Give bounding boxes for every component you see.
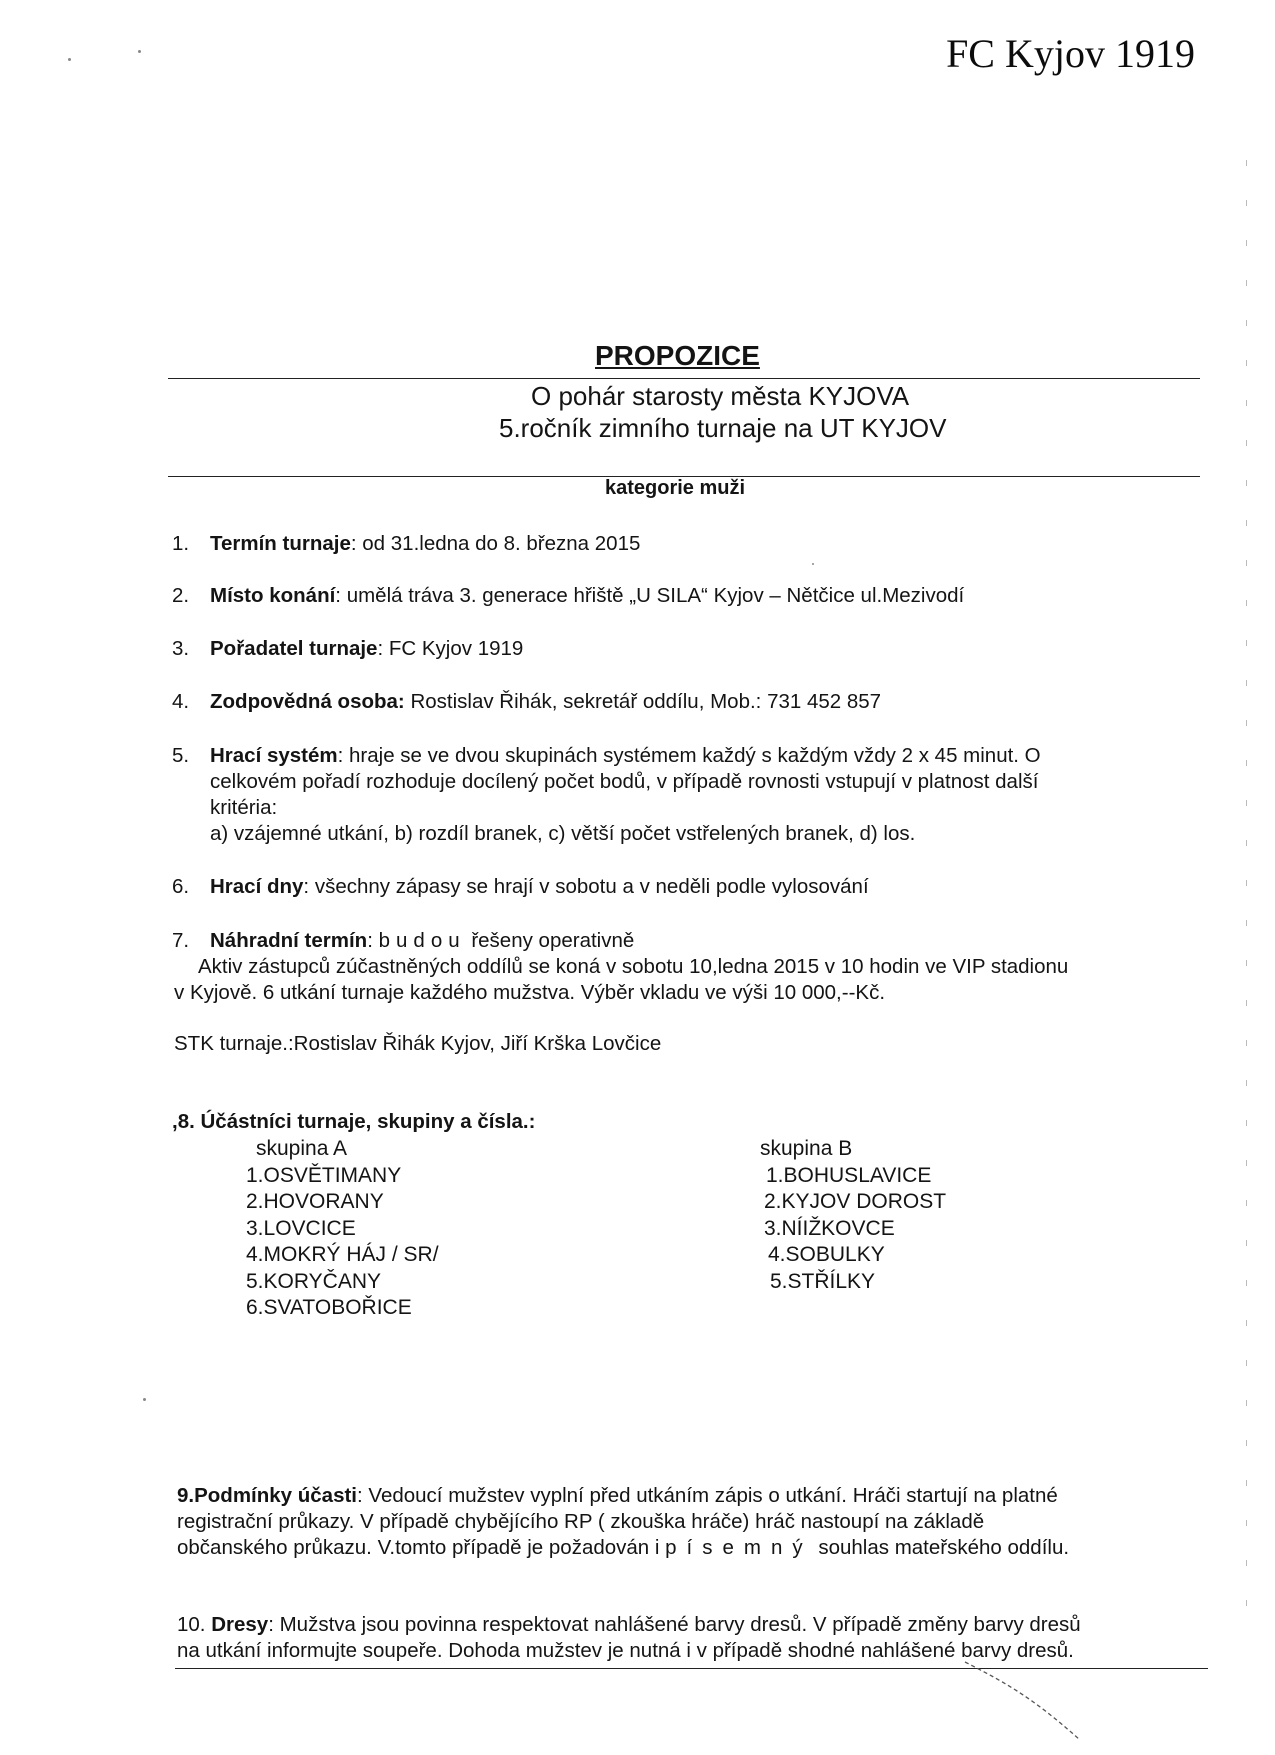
item-number: 3. bbox=[172, 637, 190, 660]
participants-heading-text: ,8. Účástníci turnaje, skupiny a čísla.: bbox=[172, 1110, 536, 1133]
item-number: 4. bbox=[172, 690, 190, 713]
item-text: : FC Kyjov 1919 bbox=[377, 637, 524, 660]
category-label: kategorie muži bbox=[605, 477, 746, 499]
jerseys-number: 10. bbox=[177, 1613, 212, 1636]
scan-speck bbox=[812, 563, 814, 565]
item-text-line: v Kyjově. 6 utkání turnaje každého mužstva. Výběr vkladu ve výši 10 000,--Kč. bbox=[174, 981, 886, 1004]
subtitle-line-1: O pohár starosty města KYJOVA bbox=[531, 381, 910, 411]
team-item: 2.KYJOV DOROST bbox=[764, 1190, 947, 1213]
scan-speck bbox=[68, 58, 71, 61]
jerseys-text: na utkání informujte soupeře. Dohoda mužstev je nutná i v případě shodné nahlášené barvy dresů. bbox=[177, 1639, 1074, 1662]
team-item: 3.LOVCICE bbox=[246, 1216, 356, 1240]
conditions-text: občanského průkazu. V.tomto případě je požadován i bbox=[177, 1536, 666, 1559]
stk-line: STK turnaje.:Rostislav Řihák Kyjov, Jiří Krška Lovčice bbox=[174, 1032, 662, 1055]
item-label: Pořadatel turnaje bbox=[210, 637, 378, 660]
item-text: Rostislav Řihák, sekretář oddílu, Mob.: 731 452 857 bbox=[404, 690, 882, 713]
team-item: 2.HOVORANY bbox=[246, 1190, 384, 1213]
participants-heading bbox=[172, 1110, 535, 1134]
item-text: : hraje se ve dvou skupinách systémem každý s každým vždy 2 x 45 minut. O bbox=[337, 744, 1041, 767]
team-item: 4.MOKRÝ HÁJ / SR/ bbox=[246, 1243, 439, 1266]
item-termin bbox=[172, 532, 640, 556]
item-number: 7. bbox=[172, 929, 190, 952]
conditions-section bbox=[177, 1483, 1069, 1561]
scan-margin-line bbox=[1246, 160, 1247, 1610]
item-label: Hrací systém bbox=[210, 744, 338, 767]
item-text-line: celkovém pořadí rozhoduje docílený počet bodů, v případě rovnosti vstupují v platnost další bbox=[210, 770, 1039, 793]
jerseys-label: Dresy bbox=[211, 1613, 269, 1636]
item-text: : všechny zápasy se hrají v sobotu a v neděli podle vylosování bbox=[303, 875, 869, 898]
item-poradatel bbox=[172, 637, 523, 661]
item-text-line: kritéria: bbox=[210, 796, 278, 819]
item-number: 5. bbox=[172, 744, 190, 767]
item-label: Náhradní termín bbox=[210, 929, 368, 952]
item-label: Zodpovědná osoba: bbox=[210, 690, 405, 713]
scan-speck bbox=[143, 1398, 146, 1401]
scan-speck bbox=[138, 50, 141, 53]
team-item: 5.STŘÍLKY bbox=[770, 1269, 876, 1293]
item-text: : od 31.ledna do 8. března 2015 bbox=[350, 532, 641, 555]
page-title: PROPOZICE bbox=[595, 340, 760, 371]
team-item: 1.BOHUSLAVICE bbox=[766, 1163, 932, 1187]
item-label: Hrací dny bbox=[210, 875, 304, 898]
item-text: : umělá tráva 3. generace hřiště „U SILA“ Kyjov – Nětčice ul.Mezivodí bbox=[335, 584, 965, 607]
group-b bbox=[760, 1136, 946, 1295]
conditions-label: 9.Podmínky účasti bbox=[177, 1484, 358, 1507]
group-label: skupina B bbox=[760, 1137, 853, 1160]
conditions-text: : Vedoucí mužstev vyplní před utkáním zápis o utkání. Hráči startují na platné bbox=[357, 1484, 1058, 1507]
conditions-text-spaced: písemný bbox=[665, 1536, 813, 1559]
item-label: Termín turnaje bbox=[210, 532, 351, 555]
item-text: : bbox=[367, 929, 379, 952]
group-label: skupina A bbox=[256, 1137, 348, 1160]
item-criteria: a) vzájemné utkání, b) rozdíl branek, c) větší počet vstřelených branek, d) los. bbox=[210, 822, 916, 845]
item-number: 2. bbox=[172, 584, 190, 607]
item-nahradni-termin bbox=[172, 928, 1068, 1006]
item-zodpovedna-osoba bbox=[172, 690, 881, 714]
item-hraci-system bbox=[172, 743, 1041, 847]
jerseys-section bbox=[177, 1612, 1081, 1664]
subtitle-line-2: 5.ročník zimního turnaje na UT KYJOV bbox=[499, 413, 947, 443]
conditions-text: souhlas mateřského oddílu. bbox=[812, 1536, 1070, 1559]
scribble-mark bbox=[960, 1660, 1090, 1750]
item-text: řešeny operativně bbox=[471, 929, 635, 952]
jerseys-text: : Mužstva jsou povinna respektovat nahlášené barvy dresů. V případě změny barvy dresů bbox=[268, 1613, 1081, 1636]
item-number: 1. bbox=[172, 532, 190, 555]
item-number: 6. bbox=[172, 875, 190, 898]
club-header: FC Kyjov 1919 bbox=[946, 31, 1195, 76]
item-text-spaced: budou bbox=[378, 929, 466, 952]
title-rule bbox=[168, 378, 1200, 379]
item-hraci-dny bbox=[172, 875, 869, 899]
team-item: 1.OSVĚTIMANY bbox=[246, 1163, 402, 1187]
item-text-line: Aktiv zástupců zúčastněných oddílů se koná v sobotu 10,ledna 2015 v 10 hodin ve VIP stadionu bbox=[198, 955, 1069, 978]
conditions-text: registrační průkazy. V případě chybějícího RP ( zkouška hráče) hráč nastoupí na základě bbox=[177, 1510, 985, 1533]
team-item: 6.SVATOBOŘICE bbox=[246, 1296, 412, 1319]
team-item: 3.NÍIŽKOVCE bbox=[764, 1216, 895, 1240]
team-item: 4.SOBULKY bbox=[768, 1243, 885, 1266]
group-a bbox=[246, 1136, 439, 1322]
item-misto bbox=[172, 584, 964, 608]
item-label: Místo konání bbox=[210, 584, 336, 607]
team-item: 5.KORYČANY bbox=[246, 1269, 381, 1293]
